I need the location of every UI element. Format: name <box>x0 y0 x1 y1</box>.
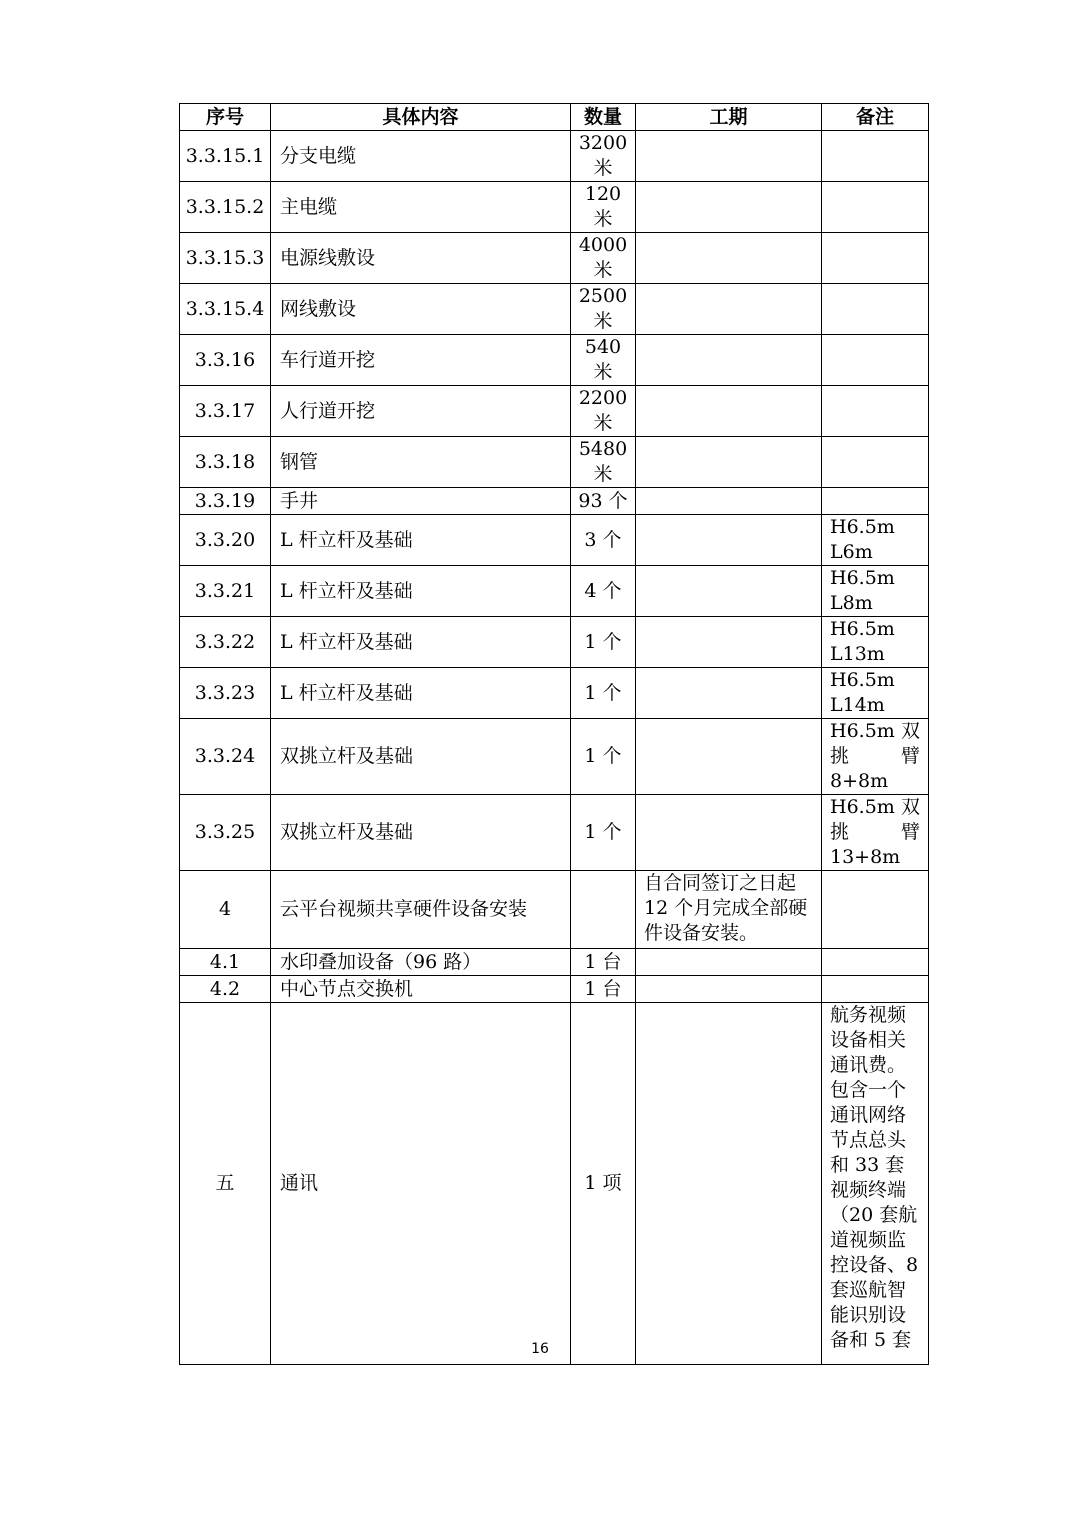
row-quantity: 1 台 <box>571 976 636 1003</box>
table-row <box>180 131 929 182</box>
row-note: H6.5m L6m <box>822 515 929 566</box>
row-quantity <box>571 871 636 949</box>
row-quantity: 1 个 <box>571 719 636 795</box>
row-quantity: 2500 米 <box>571 284 636 335</box>
row-seq: 3.3.15.4 <box>180 284 271 335</box>
row-quantity: 3 个 <box>571 515 636 566</box>
row-seq: 3.3.20 <box>180 515 271 566</box>
row-content: 钢管 <box>271 437 571 488</box>
row-period <box>636 437 822 488</box>
row-content: 车行道开挖 <box>271 335 571 386</box>
table-row <box>180 284 929 335</box>
row-seq: 4.1 <box>180 949 271 976</box>
row-period <box>636 795 822 871</box>
row-note: H6.5m 双挑 臂 13+8m <box>822 795 929 871</box>
row-content: 手井 <box>271 488 571 515</box>
table-row <box>180 976 929 1003</box>
row-quantity: 1 项 <box>571 1003 636 1365</box>
row-seq: 3.3.15.3 <box>180 233 271 284</box>
row-note <box>822 284 929 335</box>
table-row <box>180 386 929 437</box>
row-content: L 杆立杆及基础 <box>271 566 571 617</box>
table-row <box>180 437 929 488</box>
row-period <box>636 566 822 617</box>
table-row <box>180 515 929 566</box>
row-content: 分支电缆 <box>271 131 571 182</box>
row-note <box>822 182 929 233</box>
row-period <box>636 233 822 284</box>
row-quantity: 540 米 <box>571 335 636 386</box>
row-content: 双挑立杆及基础 <box>271 795 571 871</box>
table-row <box>180 488 929 515</box>
row-period <box>636 284 822 335</box>
row-note <box>822 488 929 515</box>
table-row <box>180 182 929 233</box>
row-period <box>636 617 822 668</box>
row-content: 人行道开挖 <box>271 386 571 437</box>
header-content: 具体内容 <box>271 104 571 131</box>
row-seq: 3.3.18 <box>180 437 271 488</box>
row-note <box>822 131 929 182</box>
equipment-table <box>179 103 929 1365</box>
row-quantity: 1 个 <box>571 795 636 871</box>
row-seq: 3.3.17 <box>180 386 271 437</box>
row-seq: 3.3.15.2 <box>180 182 271 233</box>
row-period <box>636 1003 822 1365</box>
row-period <box>636 488 822 515</box>
page-number: 16 <box>531 1341 549 1357</box>
row-seq: 3.3.16 <box>180 335 271 386</box>
row-quantity: 1 台 <box>571 949 636 976</box>
row-period <box>636 515 822 566</box>
row-quantity: 3200 米 <box>571 131 636 182</box>
row-quantity: 2200 米 <box>571 386 636 437</box>
table-row <box>180 795 929 871</box>
row-note <box>822 976 929 1003</box>
table-row <box>180 233 929 284</box>
row-quantity: 4000 米 <box>571 233 636 284</box>
row-period <box>636 182 822 233</box>
row-seq: 4.2 <box>180 976 271 1003</box>
table-body <box>180 131 929 1365</box>
row-seq: 3.3.23 <box>180 668 271 719</box>
row-seq: 4 <box>180 871 271 949</box>
row-period <box>636 976 822 1003</box>
row-note: H6.5m L8m <box>822 566 929 617</box>
row-seq: 3.3.24 <box>180 719 271 795</box>
row-note: H6.5m L13m <box>822 617 929 668</box>
table-row <box>180 719 929 795</box>
table-row <box>180 949 929 976</box>
table-row <box>180 1003 929 1365</box>
row-content: 双挑立杆及基础 <box>271 719 571 795</box>
row-content: 云平台视频共享硬件设备安装 <box>271 871 571 949</box>
row-seq: 3.3.19 <box>180 488 271 515</box>
row-content: L 杆立杆及基础 <box>271 668 571 719</box>
table-header-row <box>180 104 929 131</box>
row-note <box>822 949 929 976</box>
row-quantity: 120 米 <box>571 182 636 233</box>
row-note <box>822 233 929 284</box>
row-period <box>636 335 822 386</box>
row-seq: 3.3.25 <box>180 795 271 871</box>
table-row <box>180 566 929 617</box>
row-content: 水印叠加设备（96 路） <box>271 949 571 976</box>
row-content: 中心节点交换机 <box>271 976 571 1003</box>
row-note <box>822 335 929 386</box>
row-quantity: 1 个 <box>571 668 636 719</box>
row-period <box>636 131 822 182</box>
row-quantity: 93 个 <box>571 488 636 515</box>
row-period <box>636 668 822 719</box>
row-note: H6.5m 双挑 臂 8+8m <box>822 719 929 795</box>
row-content: 通讯 <box>271 1003 571 1365</box>
row-content: L 杆立杆及基础 <box>271 515 571 566</box>
header-period: 工期 <box>636 104 822 131</box>
header-seq: 序号 <box>180 104 271 131</box>
row-note <box>822 437 929 488</box>
table-row <box>180 668 929 719</box>
row-quantity: 5480 米 <box>571 437 636 488</box>
row-seq: 3.3.15.1 <box>180 131 271 182</box>
header-quantity: 数量 <box>571 104 636 131</box>
row-seq: 五 <box>180 1003 271 1365</box>
row-content: 电源线敷设 <box>271 233 571 284</box>
row-quantity: 4 个 <box>571 566 636 617</box>
table-row <box>180 617 929 668</box>
row-note <box>822 386 929 437</box>
row-note: 航务视频设备相关通讯费。包含一个通讯网络节点总头和 33 套视频终端（20 套航道视频监控设备、8 套巡航智能识别设备和 5 套 <box>822 1003 929 1365</box>
row-note <box>822 871 929 949</box>
row-period <box>636 949 822 976</box>
row-content: 主电缆 <box>271 182 571 233</box>
row-note: H6.5m L14m <box>822 668 929 719</box>
row-seq: 3.3.21 <box>180 566 271 617</box>
row-period: 自合同签订之日起 12 个月完成全部硬件设备安装。 <box>636 871 822 949</box>
table-row <box>180 871 929 949</box>
row-content: L 杆立杆及基础 <box>271 617 571 668</box>
row-period <box>636 719 822 795</box>
row-seq: 3.3.22 <box>180 617 271 668</box>
row-quantity: 1 个 <box>571 617 636 668</box>
row-content: 网线敷设 <box>271 284 571 335</box>
table-row <box>180 335 929 386</box>
row-period <box>636 386 822 437</box>
header-note: 备注 <box>822 104 929 131</box>
